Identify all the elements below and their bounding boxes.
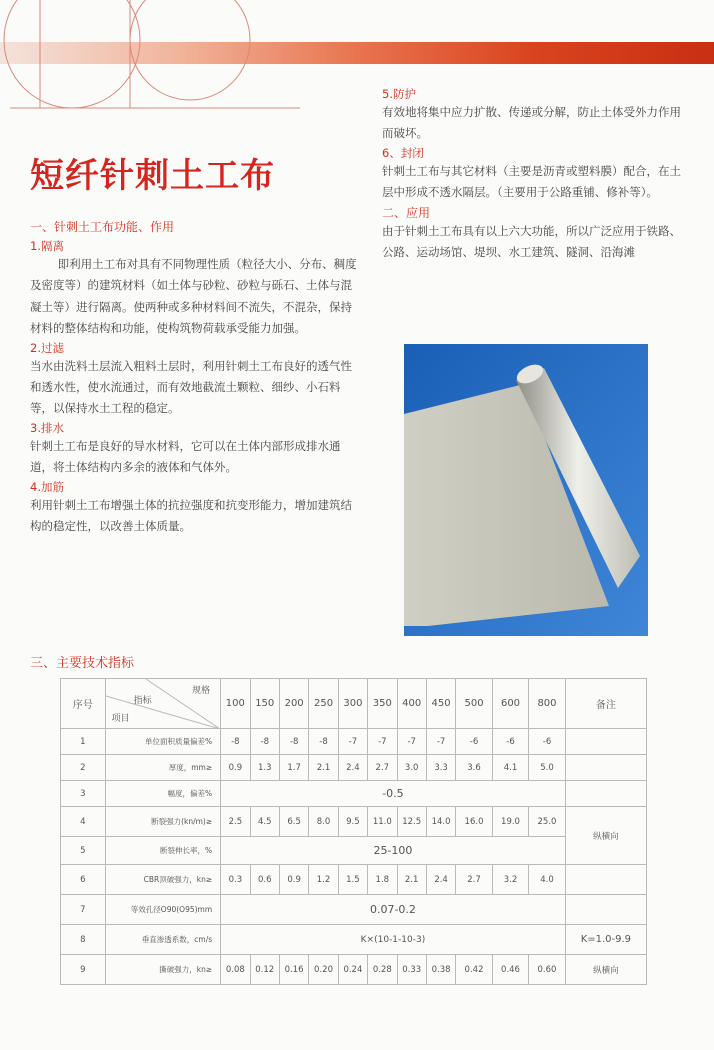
row-item: 厚度，mm≥ (105, 755, 221, 781)
row-remark: 纵横向 (565, 955, 646, 985)
row-no: 2 (61, 755, 106, 781)
size-header: 600 (492, 679, 528, 729)
row-value: 0.60 (529, 955, 565, 985)
function-heading: 6、封闭 (382, 145, 424, 160)
function-heading: 1.隔离 (30, 239, 64, 253)
size-header: 450 (426, 679, 455, 729)
row-value: 4.0 (529, 865, 565, 895)
row-remark: 纵横向 (565, 807, 646, 865)
spec-label: 规格 (192, 686, 211, 696)
row-value: -8 (221, 729, 250, 755)
function-item (30, 238, 360, 340)
table-row (61, 807, 647, 837)
product-photo (404, 344, 648, 636)
row-value: 0.12 (250, 955, 279, 985)
function-item (382, 145, 682, 204)
row-value: 2.1 (397, 865, 426, 895)
function-text: 利用针刺土工布增强土体的抗拉强度和抗变形能力，增加建筑结构的稳定性，以改善土体质量。 (30, 497, 352, 534)
table-row (61, 729, 647, 755)
row-value: 0.20 (309, 955, 338, 985)
row-item: 幅度，偏差% (105, 781, 221, 807)
row-span-value: 0.07-0.2 (221, 895, 566, 925)
table-row (61, 925, 647, 955)
row-value: 0.9 (279, 865, 308, 895)
row-value: -7 (397, 729, 426, 755)
row-value: 2.7 (456, 865, 492, 895)
row-value: -8 (250, 729, 279, 755)
row-remark (565, 865, 646, 895)
table-row (61, 781, 647, 807)
row-remark: K=1.0-9.9 (565, 925, 646, 955)
row-no: 3 (61, 781, 106, 807)
function-text: 针刺土工布与其它材料（主要是沥青或塑料膜）配合，在土层中形成不透水隔层。（主要用于公路重铺、修补等）。 (382, 163, 681, 200)
row-value: 3.3 (426, 755, 455, 781)
row-value: 0.16 (279, 955, 308, 985)
row-value: 2.1 (309, 755, 338, 781)
row-item: 单位面积质量偏差% (105, 729, 221, 755)
row-value: 2.7 (368, 755, 397, 781)
row-no: 9 (61, 955, 106, 985)
function-item (382, 86, 682, 145)
seq-header: 序号 (61, 679, 106, 729)
row-value: -8 (279, 729, 308, 755)
row-item: 撕破强力，kn≥ (105, 955, 221, 985)
size-header: 800 (529, 679, 565, 729)
row-value: -7 (368, 729, 397, 755)
row-remark (565, 755, 646, 781)
table-row (61, 755, 647, 781)
row-value: 9.5 (338, 807, 367, 837)
row-value: 5.0 (529, 755, 565, 781)
row-value: -7 (338, 729, 367, 755)
row-no: 7 (61, 895, 106, 925)
row-no: 8 (61, 925, 106, 955)
row-value: 16.0 (456, 807, 492, 837)
row-value: 0.28 (368, 955, 397, 985)
row-value: 3.0 (397, 755, 426, 781)
row-span-value: 25-100 (221, 837, 566, 865)
row-value: 1.8 (368, 865, 397, 895)
page-title: 短纤针刺土工布 (30, 156, 275, 196)
section3-title: 三、主要技术指标 (30, 656, 135, 671)
row-value: 0.33 (397, 955, 426, 985)
row-value: 0.6 (250, 865, 279, 895)
row-item: 垂直渗透系数，cm/s (105, 925, 221, 955)
row-value: 2.5 (221, 807, 250, 837)
function-text: 有效地将集中应力扩散、传递或分解，防止土体受外力作用而破坏。 (382, 105, 681, 141)
function-item (30, 479, 360, 538)
row-value: 8.0 (309, 807, 338, 837)
row-value: -7 (426, 729, 455, 755)
application-text: 由于针刺土工布具有以上六大功能，所以广泛应用于铁路、公路、运动场馆、堤坝、水工建筑、隧洞、沿海滩 (382, 223, 681, 260)
table-header (61, 679, 647, 729)
row-item: CBR顶破强力，kn≥ (105, 865, 221, 895)
size-header: 350 (368, 679, 397, 729)
size-header: 400 (397, 679, 426, 729)
size-header: 200 (279, 679, 308, 729)
function-item (30, 340, 360, 420)
row-value: -6 (529, 729, 565, 755)
row-value: -6 (456, 729, 492, 755)
row-value: 4.1 (492, 755, 528, 781)
circle-decoration (0, 0, 330, 130)
row-value: -6 (492, 729, 528, 755)
row-remark (565, 729, 646, 755)
row-value: 12.5 (397, 807, 426, 837)
row-no: 5 (61, 837, 106, 865)
indicator-label: 指标 (133, 696, 152, 706)
table-row (61, 865, 647, 895)
row-value: 1.7 (279, 755, 308, 781)
row-remark (565, 895, 646, 925)
row-value: 3.2 (492, 865, 528, 895)
function-item (30, 420, 360, 479)
row-value: -8 (309, 729, 338, 755)
row-value: 19.0 (492, 807, 528, 837)
size-header: 150 (250, 679, 279, 729)
row-value: 25.0 (529, 807, 565, 837)
row-value: 1.2 (309, 865, 338, 895)
row-no: 4 (61, 807, 106, 837)
function-heading: 4.加筋 (30, 479, 64, 494)
row-span-value: -0.5 (221, 781, 566, 807)
row-value: 11.0 (368, 807, 397, 837)
row-remark (565, 781, 646, 807)
function-heading: 5.防护 (382, 87, 416, 101)
row-item: 等效孔径O90(O95)mm (105, 895, 221, 925)
row-value: 2.4 (426, 865, 455, 895)
size-header: 250 (309, 679, 338, 729)
function-heading: 3.排水 (30, 420, 64, 435)
item-label: 项目 (111, 714, 130, 724)
row-value: 2.4 (338, 755, 367, 781)
row-value: 4.5 (250, 807, 279, 837)
diagonal-header (105, 679, 221, 729)
row-value: 0.9 (221, 755, 250, 781)
row-value: 3.6 (456, 755, 492, 781)
left-column (30, 218, 360, 537)
row-value: 0.24 (338, 955, 367, 985)
row-value: 14.0 (426, 807, 455, 837)
table-row (61, 955, 647, 985)
function-text: 当水由洗料土层流入粗料土层时，利用针刺土工布良好的透气性和透水性，使水流通过，而有效地截流土颗粒、细纱、小石料等，以保持水土工程的稳定。 (30, 358, 352, 416)
remark-header: 备注 (565, 679, 646, 729)
row-item: 断裂强力(kn/m)≥ (105, 807, 221, 837)
size-header: 100 (221, 679, 250, 729)
row-value: 1.5 (338, 865, 367, 895)
function-text: 即利用土工布对具有不同物理性质（粒径大小、分布、稠度及密度等）的建筑材料（如土体与砂粒、砂粒与砾石、土体与混凝土等）进行隔离。使两种或多种材料间不流失，不混杂，保持材料的整体结构和功能，使构筑物荷载承受能力加强。 (30, 257, 357, 336)
row-value: 0.46 (492, 955, 528, 985)
tech-spec-table (60, 678, 647, 985)
row-item: 断裂伸长率，% (105, 837, 221, 865)
row-value: 6.5 (279, 807, 308, 837)
row-span-value: K×(10-1-10-3) (221, 925, 566, 955)
row-no: 1 (61, 729, 106, 755)
row-no: 6 (61, 865, 106, 895)
row-value: 0.42 (456, 955, 492, 985)
function-text: 针刺土工布是良好的导水材料，它可以在土体内部形成排水通道，将土体结构内多余的液体和气体外。 (30, 438, 341, 475)
row-value: 0.08 (221, 955, 250, 985)
section1-title: 一、针刺土工布功能、作用 (30, 220, 175, 234)
row-value: 1.3 (250, 755, 279, 781)
size-header: 300 (338, 679, 367, 729)
function-heading: 2.过滤 (30, 340, 64, 355)
row-value: 0.3 (221, 865, 250, 895)
table-row (61, 895, 647, 925)
size-header: 500 (456, 679, 492, 729)
table-row (61, 837, 647, 865)
row-value: 0.38 (426, 955, 455, 985)
right-column (382, 86, 682, 263)
section2-title: 二、应用 (382, 205, 431, 220)
